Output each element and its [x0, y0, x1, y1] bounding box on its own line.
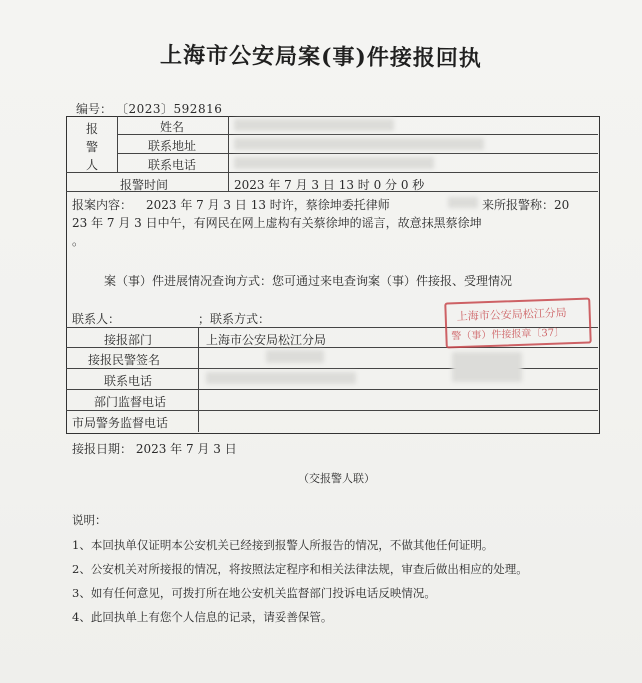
report-content-label: 报案内容：: [72, 198, 133, 212]
table-rule: [117, 116, 118, 172]
police-stamp: 上海市公安局松江分局 警（事）件接报章〔37〕: [444, 297, 592, 348]
contact-phone-label: 联系电话: [104, 374, 153, 388]
redacted-address: [234, 138, 484, 150]
document-title: 上海市公安局案(事)件接报回执: [159, 42, 483, 72]
redacted-contact-phone: [206, 372, 356, 384]
note-item: 1、本回执单仅证明本公安机关已经接到报警人所报告的情况，不做其他任何证明。: [72, 538, 494, 552]
redacted-signature: [266, 350, 324, 363]
report-time-value: 2023 年 7 月 3 日 13 时 0 分 0 秒: [234, 178, 425, 192]
redacted-stamp-area: [452, 352, 522, 382]
note-item: 3、如有任何意见，可拨打所在地公安机关监督部门投诉电话反映情况。: [72, 586, 436, 600]
serial-label: 编号：: [76, 102, 113, 116]
table-rule: [198, 327, 199, 432]
redacted-lawyer-name: [448, 197, 478, 208]
report-date: 接报日期： 2023 年 7 月 3 日: [72, 442, 237, 456]
reporter-address-label: 联系地址: [148, 139, 197, 153]
report-time-label: 报警时间: [120, 178, 169, 192]
report-content-line: 来所报警称：20: [482, 198, 570, 212]
department-supervision-phone-label: 部门监督电话: [94, 395, 167, 409]
table-rule: [66, 410, 598, 411]
reporter-phone-label: 联系电话: [148, 158, 197, 172]
receiving-department-value: 上海市公安局松江分局: [206, 333, 327, 347]
table-rule: [66, 172, 598, 173]
report-content-line: 2023 年 7 月 3 日 13 时许，蔡徐坤委托律师: [146, 198, 390, 212]
reporter-label-char: 警: [86, 140, 99, 154]
officer-signature-label: 接报民警签名: [88, 353, 161, 367]
table-rule: [117, 134, 598, 135]
reporter-name-label: 姓名: [160, 120, 185, 134]
receiving-department-label: 接报部门: [104, 333, 153, 347]
redacted-name: [234, 119, 394, 131]
contact-method-label: ；联系方式：: [198, 312, 271, 326]
redacted-phone: [234, 157, 434, 169]
note-item: 2、公安机关对所接报的情况，将按照法定程序和相关法律法规，审查后做出相应的处理。: [72, 562, 528, 576]
bureau-supervision-phone-label: 市局警务监督电话: [72, 416, 169, 430]
case-query-method: 案（事）件进展情况查询方式：您可通过来电查询案（事）件接报、受理情况: [104, 274, 513, 288]
table-rule: [66, 389, 598, 390]
serial-number: 〔2023〕592816: [116, 102, 223, 116]
note-item: 4、此回执单上有您个人信息的记录，请妥善保管。: [72, 610, 333, 624]
table-rule: [228, 116, 229, 191]
reporter-label-char: 报: [86, 122, 99, 136]
report-content-line: 23 年 7 月 3 日中午，有网民在网上虚构有关蔡徐坤的谣言，故意抹黑蔡徐坤: [72, 216, 482, 230]
report-content-line: 。: [72, 234, 85, 248]
copy-note: （交报警人联）: [298, 472, 375, 485]
contact-person-label: 联系人：: [72, 312, 121, 326]
reporter-label-char: 人: [86, 158, 99, 172]
notes-heading: 说明：: [72, 513, 107, 527]
